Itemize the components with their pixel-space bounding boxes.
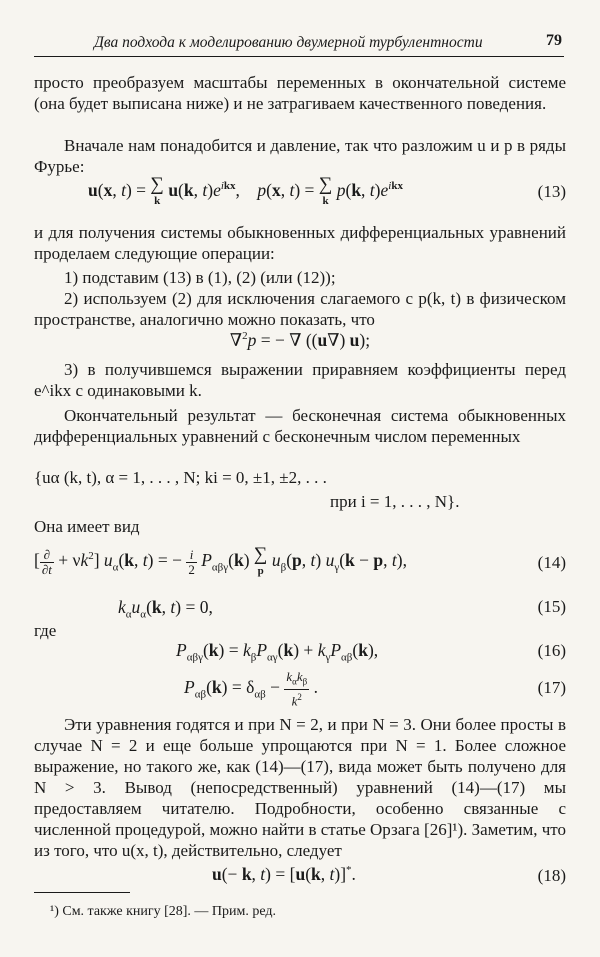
- paragraph-1: просто преобразуем масштабы переменных в окончательной системе (она будет выписана ниже) и не затрагиваем качественного поведения.: [34, 73, 566, 113]
- step-2: 2) используем (2) для исключения слагаемого с p(k, t) в физическом пространстве, аналогично можно показать, что: [34, 289, 566, 329]
- equation-17-number: (17): [537, 678, 566, 697]
- step-1: 1) подставим (13) в (1), (2) (или (12));: [64, 268, 336, 287]
- equation-15-number: (15): [537, 597, 566, 616]
- footnote-rule: [34, 892, 130, 893]
- running-header: [34, 30, 564, 57]
- equation-16-number: (16): [537, 641, 566, 660]
- equation-13: u(x, t) = ∑ k u(k, $t)e^{ikx}$, p(x, t) = ∑ k p(k, $t)e^{ikx}$: [88, 174, 403, 207]
- paragraph-2: Вначале нам понадобится и давление, так что разложим u и p в ряды Фурье:: [34, 136, 566, 176]
- footnote: ¹) См. также книгу [28]. — Прим. ред.: [50, 904, 277, 919]
- equation-13-number: (13): [537, 182, 566, 201]
- equation-16: $P_{\alpha\beta\gamma}(k) = k_\beta P_{\alpha\gamma}(k) + k_\gamma P_{\alpha\beta}(k)$,: [176, 640, 379, 664]
- paragraph-4: Окончательный результат — бесконечная система обыкновенных дифференциальных уравнений с бесконечным числом переменных: [34, 406, 566, 446]
- step-3: 3) в получившемся выражении приравняем коэффициенты перед e^ikx с одинаковыми k.: [34, 360, 566, 400]
- equation-17: $P_{\alpha\beta}(k) = \delta_{\alpha\beta}$ − $\frac{k_\alpha k_\beta}{k^2}$ .: [184, 669, 318, 708]
- variables-line-2: при i = 1, . . . , N}.: [330, 492, 460, 511]
- equation-14: [ $\frac{\partial}{\partial t}$ + $\nu k^2$] $u_\alpha(k$, t) = − $\frac{i}{2}$ $P_{\alpha\beta\gamma}(k)$ ∑ p $u_\beta(p$, t) $u_\gamma(k - p$, t),: [34, 544, 407, 577]
- header-title: Два подхода к моделированию двумерной турбулентности: [94, 34, 483, 51]
- paragraph-5: Она имеет вид: [34, 517, 140, 536]
- paragraph-3: и для получения системы обыкновенных дифференциальных уравнений проделаем следующие операции:: [34, 223, 566, 263]
- pressure-equation: ∇$^2$p = − ∇ ((u∇) u);: [229, 330, 371, 350]
- equation-15: $k_\alpha u_\alpha(k$, t) = 0,: [118, 597, 213, 621]
- equation-18: u(− k, t) = [u(k, t)]*.: [212, 864, 356, 884]
- where-label: где: [34, 621, 57, 640]
- page-number: 79: [546, 32, 562, 49]
- variables-line-1: {uα (k, t), α = 1, . . . , N; ki = 0, ±1, ±2, . . .: [34, 468, 327, 487]
- paragraph-6: Эти уравнения годятся и при N = 2, и при N = 3. Они более просты в случае N = 2 и еще больше упрощаются при N = 1. Более сложное выражение, но такого же, как (14)—(17), вида может быть получено для N > 3. Вывод (непосредственный) уравнений (14)—(17) мы предоставляем читателю. Подробности, особенно связанные с численной процедурой, можно найти в статье Орзага [26]¹). Заметим, что из того, что u(x, t), действительно, следует: [34, 715, 567, 860]
- equation-18-number: (18): [537, 866, 566, 885]
- equation-14-number: (14): [537, 553, 566, 572]
